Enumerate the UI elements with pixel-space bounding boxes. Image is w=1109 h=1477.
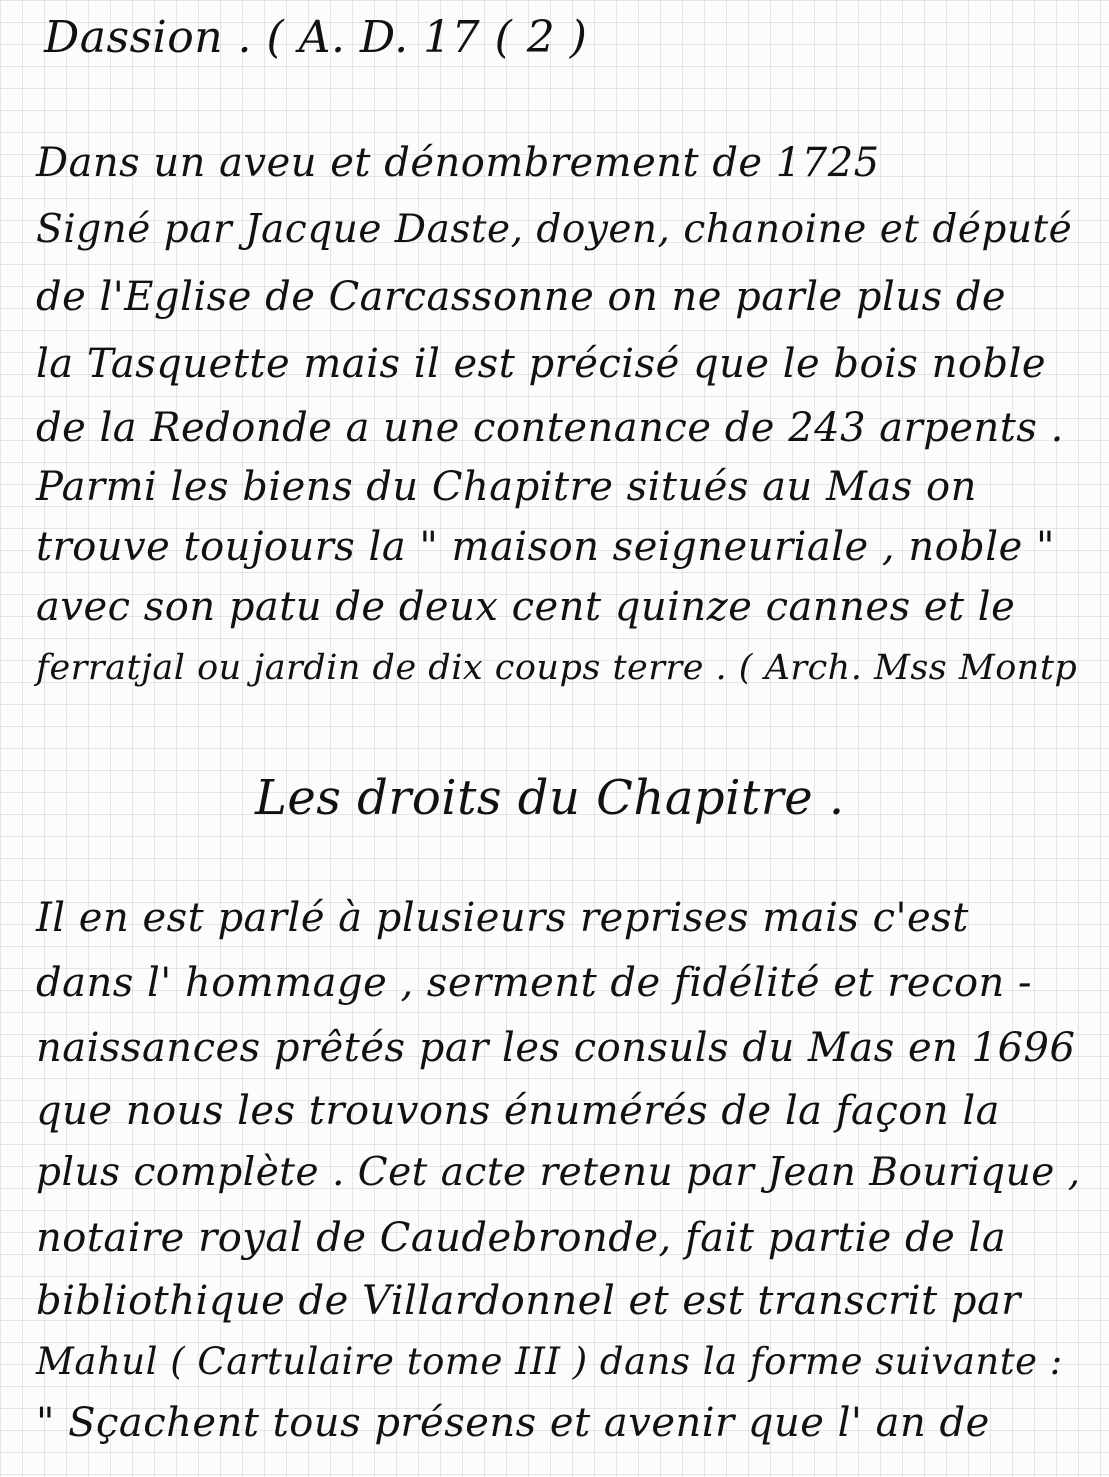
text-line: dans l' hommage , serment de fidélité et recon - xyxy=(36,960,1033,1006)
text-line: que nous les trouvons énumérés de la façon la xyxy=(36,1088,1000,1134)
section-heading: Les droits du Chapitre . xyxy=(255,770,845,826)
text-line: de la Redonde a une contenance de 243 arpents . xyxy=(36,405,1064,451)
text-line: Parmi les biens du Chapitre situés au Mas on xyxy=(36,464,977,510)
text-line: " Sçachent tous présens et avenir que l' an de xyxy=(36,1400,990,1446)
text-line: Mahul ( Cartulaire tome III ) dans la forme suivante : xyxy=(36,1340,1063,1383)
text-line: bibliothique de Villardonnel et est transcrit par xyxy=(36,1278,1021,1324)
text-line: naissances prêtés par les consuls du Mas en 1696 xyxy=(36,1025,1076,1071)
text-line: la Tasquette mais il est précisé que le bois noble xyxy=(36,341,1047,387)
text-line: trouve toujours la " maison seigneuriale , noble " xyxy=(36,524,1055,570)
text-line: notaire royal de Caudebronde, fait partie de la xyxy=(36,1215,1007,1261)
page-header: Dassion . ( A. D. 17 ( 2 ) xyxy=(44,12,588,63)
text-line: plus complète . Cet acte retenu par Jean Bourique , xyxy=(36,1150,1081,1195)
text-line: Il en est parlé à plusieurs reprises mais c'est xyxy=(36,895,969,941)
text-line: Dans un aveu et dénombrement de 1725 xyxy=(36,140,880,186)
text-line: avec son patu de deux cent quinze cannes et le xyxy=(36,584,1016,630)
text-line: ferratjal ou jardin de dix coups terre . ( Arch. Mss Montp xyxy=(36,648,1078,688)
text-line: Signé par Jacque Daste, doyen, chanoine et député xyxy=(36,207,1073,252)
text-line: de l'Eglise de Carcassonne on ne parle plus de xyxy=(36,274,1007,320)
